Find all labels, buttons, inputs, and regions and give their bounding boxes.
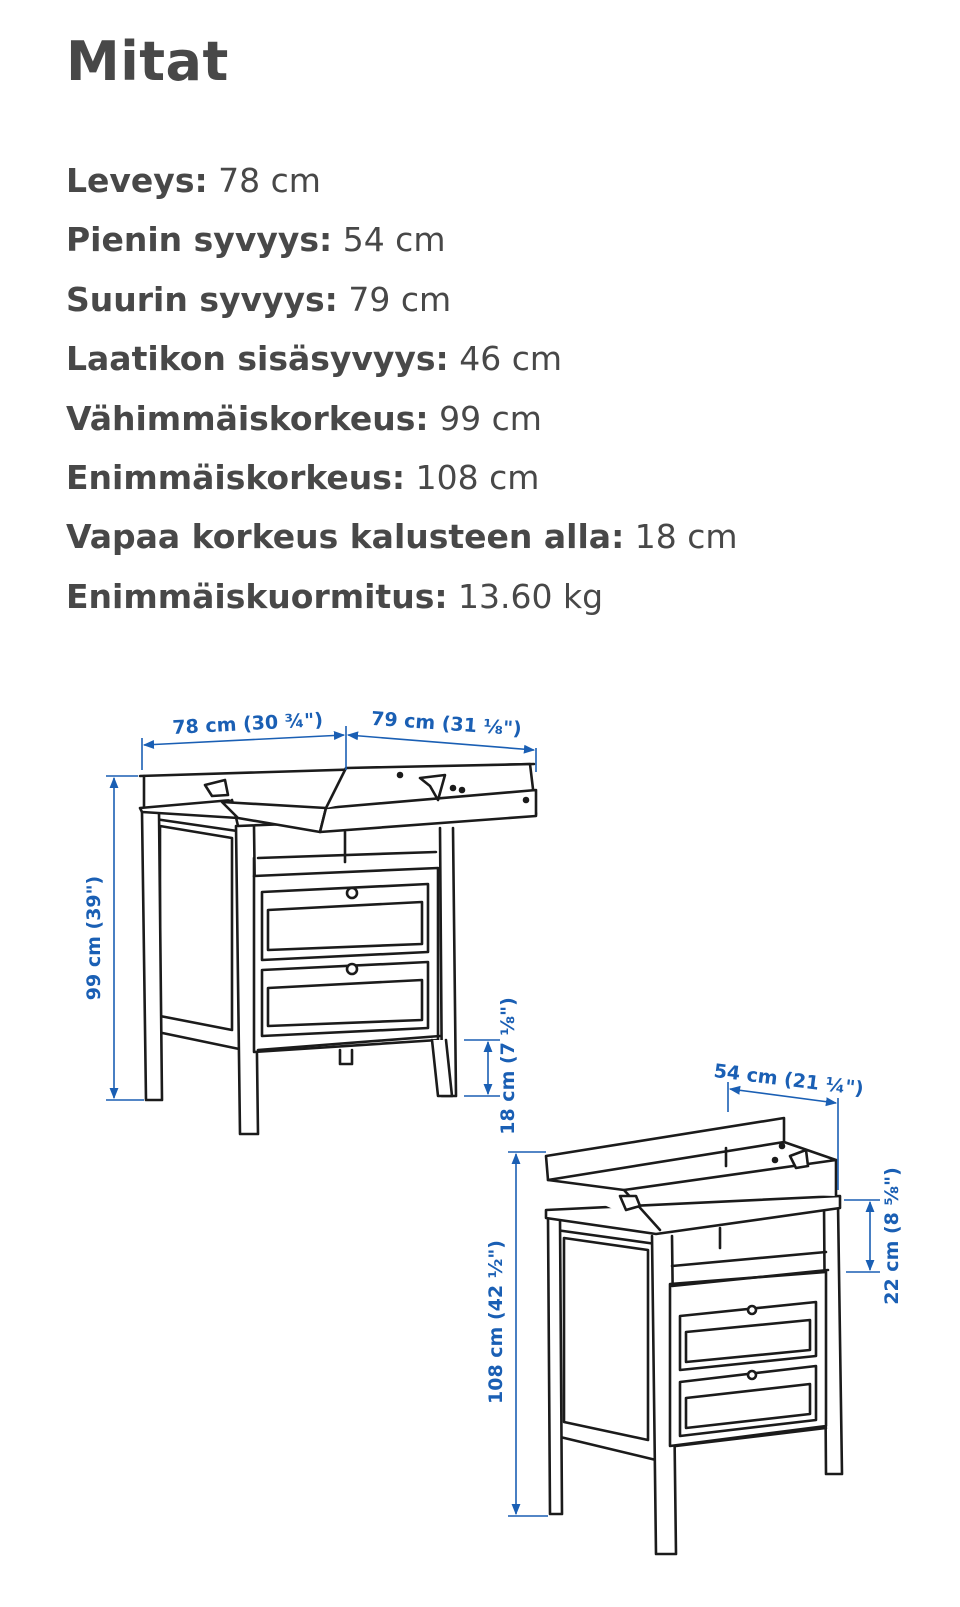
spec-label: Pienin syvyys: xyxy=(66,220,333,260)
open-depth-label: 79 cm (31 ⅛") xyxy=(370,707,523,741)
spec-value: 99 cm xyxy=(439,398,542,438)
spec-value: 79 cm xyxy=(348,279,452,319)
open-table-drawing xyxy=(140,764,536,1134)
spec-label: Suurin syvyys: xyxy=(66,279,338,319)
open-height-label: 99 cm (39") xyxy=(83,875,105,1001)
top-height-label: 22 cm (8 ⅝") xyxy=(881,1167,903,1305)
open-width-label: 78 cm (30 ¾") xyxy=(171,709,324,739)
spec-value: 78 cm xyxy=(218,161,321,200)
spec-value: 54 cm xyxy=(342,220,446,260)
spec-label: Enimmäiskorkeus: xyxy=(66,457,406,497)
spec-value: 13.60 kg xyxy=(458,576,604,616)
spec-label: Enimmäiskuormitus: xyxy=(66,576,448,616)
spec-label: Vähimmäiskorkeus: xyxy=(66,398,429,438)
spec-label: Laatikon sisäsyvyys: xyxy=(66,339,449,379)
floor-clearance-label: 18 cm (7 ⅛") xyxy=(497,997,519,1135)
spec-value: 108 cm xyxy=(415,457,540,497)
closed-height-label: 108 cm (42 ½") xyxy=(485,1240,507,1404)
spec-value: 18 cm xyxy=(634,517,738,557)
spec-label: Leveys: xyxy=(66,161,208,200)
page-title: Mitat xyxy=(66,30,229,93)
spec-value: 46 cm xyxy=(459,339,563,379)
spec-label: Vapaa korkeus kalusteen alla: xyxy=(66,517,625,557)
closed-depth-label: 54 cm (21 ¼") xyxy=(712,1059,865,1101)
closed-table-drawing xyxy=(546,1118,842,1554)
